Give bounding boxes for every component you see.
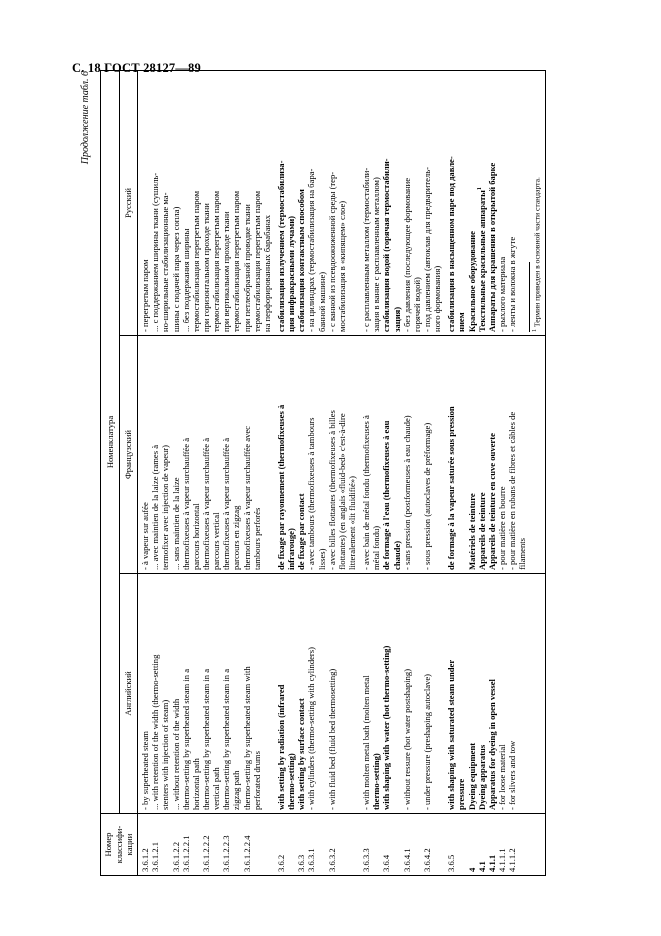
table-row bbox=[444, 71, 545, 876]
cell-line: - под давлением (автоклав для предваритель- bbox=[422, 167, 432, 332]
cell-line: de fixage par rayonnement (thermofixeuses à bbox=[276, 404, 287, 570]
cell-line: 4.1.1.2 bbox=[507, 848, 518, 872]
cell-line: 3.6.1.2.2.2 bbox=[201, 835, 212, 872]
cell-line: vertical path bbox=[211, 767, 222, 810]
cell-line: 4.1 bbox=[476, 861, 487, 872]
cell-line: de formage à l'eau (thermofixeuses à eau bbox=[381, 420, 392, 570]
cell-line: with shaping with water (hot thermo-setting) bbox=[381, 645, 392, 810]
cell-line: 3.6.1.2.2.4 bbox=[241, 835, 252, 872]
french-cell bbox=[138, 336, 274, 574]
cell-line: Matériels de teinture bbox=[466, 493, 477, 570]
number-cell bbox=[274, 814, 359, 876]
cell-line: 3.6.2 bbox=[276, 854, 287, 872]
cell-line: ... with retention of the width (thermo-setting bbox=[150, 654, 161, 810]
cell-line: Dyeing apparatus bbox=[476, 744, 487, 810]
cell-line: - перегретым паром bbox=[140, 259, 151, 332]
cell-line: - pour matière en rubans de fibres et câbles de bbox=[507, 411, 518, 570]
cell-line: стабилизация излучением (термостабилиза- bbox=[276, 160, 287, 332]
cell-line: 3.6.1.2.1 bbox=[150, 841, 161, 872]
cell-line: при горизонтальном проходе ткани bbox=[201, 203, 212, 332]
cell-line: - на цилиндрах (термостабилизация на бара- bbox=[306, 168, 317, 332]
cell-line bbox=[211, 817, 221, 872]
cell-line: parcours horizontal bbox=[190, 503, 201, 570]
cell-line: - без давления (последующее формование bbox=[401, 177, 412, 332]
cell-line bbox=[231, 817, 241, 872]
footnote-separator bbox=[529, 262, 530, 332]
footnote-text: Термин приведен в основной части стандарта. bbox=[532, 177, 542, 329]
cell-line: thermofixeuses à vapeur surchauffée à bbox=[221, 437, 232, 570]
cell-line: горячей водой) bbox=[411, 277, 422, 332]
cell-line bbox=[191, 817, 201, 872]
cell-line: - with cylinders (thermo-setting with cylinders) bbox=[306, 646, 317, 810]
number-cell bbox=[359, 814, 444, 876]
cell-line: - avec tambours (thermofixeuses à tambours bbox=[306, 417, 317, 570]
french-cell bbox=[274, 336, 359, 574]
cell-line: ... avec maintien de la laize (rames à bbox=[150, 444, 161, 570]
cell-line: зация в ванне с расплавленным металлом) bbox=[371, 177, 382, 332]
cell-line: - avec bain de métal fondu (thermofixeuses à bbox=[361, 415, 372, 570]
cell-line: нием bbox=[456, 312, 467, 332]
cell-line: filaments bbox=[517, 538, 528, 570]
cell-line: - ленты и волокна в жгуте bbox=[507, 236, 518, 332]
cell-line: - sans pression (postformeuses à eau chaude) bbox=[401, 415, 412, 570]
cell-line: - рыхлого материала bbox=[496, 256, 507, 332]
english-cell bbox=[138, 574, 274, 814]
cell-line: 3.6.3.2 bbox=[326, 848, 337, 872]
cell-line: - с ванной из псевдоожиженной среды (тер- bbox=[326, 171, 337, 332]
cell-line: lisses) bbox=[316, 548, 327, 570]
header-classification-number: Номер классификации bbox=[101, 814, 138, 876]
cell-line: мостабилизация в «кипящем» слое) bbox=[336, 200, 347, 332]
header-russian: Русский bbox=[119, 71, 138, 336]
cell-line: Аппараты для крашения в открытой барке bbox=[486, 162, 497, 332]
cell-line: with setting by surface contact bbox=[296, 698, 307, 810]
cell-line: 3.6.5 bbox=[446, 854, 457, 872]
cell-line: 3.6.1.2.2.1 bbox=[180, 835, 191, 872]
cell-line: 4 bbox=[466, 867, 477, 872]
cell-line: parcours en zigzag bbox=[231, 505, 242, 570]
cell-line: зация) bbox=[391, 306, 402, 332]
cell-line: horizontal path bbox=[190, 758, 201, 810]
header-nomenclature: Номенклатура bbox=[101, 71, 120, 814]
cell-line: 3.6.4.2 bbox=[422, 848, 432, 872]
cell-line: термостабилизация перегретым паром bbox=[211, 190, 222, 332]
cell-line: flottantes) (en anglais «fluid-bed» c'est-à-dire bbox=[336, 413, 347, 570]
cell-line: Dyeing equipment bbox=[466, 742, 477, 810]
cell-line: Текстильные красильные аппараты$^1$ bbox=[476, 187, 487, 332]
table-row bbox=[138, 71, 274, 876]
cell-line: parcours vertical bbox=[211, 512, 222, 570]
page-header: С. 18 ГОСТ 28127—89 bbox=[72, 61, 201, 75]
cell-line: thermofixeuses à vapeur surchauffée à bbox=[180, 437, 191, 570]
cell-line: termofixer avec injection de vapeur) bbox=[160, 444, 171, 570]
cell-line: 3.6.3 bbox=[296, 854, 307, 872]
table-row bbox=[359, 71, 444, 876]
cell-line: Appareils de teinture bbox=[476, 492, 487, 570]
cell-line: Красильное оборудование bbox=[466, 231, 477, 332]
cell-line: шины с подачей пара через сопла) bbox=[170, 206, 181, 332]
cell-line: métal fondu) bbox=[371, 525, 382, 570]
cell-line: - с расплавленным металлом (термостабили- bbox=[361, 167, 372, 332]
english-cell bbox=[359, 574, 444, 814]
cell-line: infrarouge) bbox=[286, 528, 297, 570]
cell-line: при петлеобразной проводке ткани bbox=[241, 204, 252, 332]
russian-cell bbox=[274, 71, 359, 336]
cell-line: 3.6.1.2.2.3 bbox=[221, 835, 232, 872]
header-french: Французский bbox=[119, 336, 138, 574]
cell-line: ного формования) bbox=[432, 265, 443, 332]
cell-line: de fixage par contact bbox=[296, 493, 307, 570]
cell-line: - under pressure (preshaping autoclave) bbox=[422, 673, 432, 810]
cell-line bbox=[412, 577, 422, 810]
cell-line: - for loose material bbox=[496, 744, 507, 810]
cell-line bbox=[412, 339, 422, 570]
cell-line: perforated drums bbox=[251, 751, 262, 810]
russian-cell bbox=[359, 71, 444, 336]
cell-line: ция инфракрасными лучами) bbox=[286, 215, 297, 332]
cell-line bbox=[392, 817, 402, 872]
cell-line: Apparatus for dyeing in open vessel bbox=[486, 679, 497, 810]
cell-line bbox=[286, 817, 296, 872]
cell-line bbox=[412, 817, 422, 872]
english-cell bbox=[444, 574, 545, 814]
cell-line bbox=[371, 817, 381, 872]
footnote-reference: 1 bbox=[476, 187, 483, 191]
english-cell bbox=[274, 574, 359, 814]
cell-line: - pour matière en bourre bbox=[496, 486, 507, 570]
cell-line: 4.1.1 bbox=[486, 854, 497, 872]
cell-line: thermo-setting by superheated steam in a bbox=[201, 668, 212, 810]
cell-line: Appareils de teinture en cuve ouverte bbox=[486, 433, 497, 570]
cell-line: ... с поддержанием ширины ткани (сушиль- bbox=[150, 172, 161, 332]
cell-line: de formage à la vapeur saturée sous pression bbox=[446, 406, 457, 570]
cell-line: ... sans maintien de la laize bbox=[170, 477, 181, 570]
cell-line: на перфорированных барабанах bbox=[261, 215, 272, 332]
cell-line: - sous pression (autoclaves de préformage) bbox=[422, 422, 432, 570]
cell-line: - without ressure (hot water postshaping) bbox=[401, 668, 412, 810]
cell-line: при вертикальном проходе ткани bbox=[221, 211, 232, 332]
cell-line: thermo-setting by superheated steam with bbox=[241, 666, 252, 810]
cell-line: ... without retention of the width bbox=[170, 698, 181, 810]
cell-line: - avec billes flottantes (thermofixeuses à billes bbox=[326, 410, 337, 570]
russian-cell bbox=[138, 71, 274, 336]
cell-line: - by superheated steam bbox=[140, 731, 151, 810]
cell-line: термостабилизация перегретым паром bbox=[231, 190, 242, 332]
footnote bbox=[532, 74, 542, 332]
cell-line: - with molten metal bath (molten metal bbox=[361, 675, 372, 810]
cell-line: thermo-setting by superheated steam in a bbox=[221, 668, 232, 810]
cell-line bbox=[317, 817, 327, 872]
cell-line: 3.6.1.2 bbox=[140, 848, 151, 872]
header-english: Английский bbox=[119, 574, 138, 814]
cell-line: litteralement «lit fluidifié») bbox=[347, 475, 358, 570]
cell-line: стабилизация водой (горячая термостабили- bbox=[381, 158, 392, 332]
cell-line: 3.6.4 bbox=[381, 854, 392, 872]
cell-line: with setting by radiation (infrared bbox=[276, 684, 287, 810]
footnote-mark: 1 bbox=[532, 329, 539, 332]
cell-line bbox=[456, 339, 466, 570]
cell-line: 3.6.3.3 bbox=[361, 848, 372, 872]
cell-line: стабилизация в насыщенном паре под давле- bbox=[446, 156, 457, 332]
cell-line: 3.6.1.2.2 bbox=[170, 841, 181, 872]
number-cell bbox=[138, 814, 274, 876]
cell-line: - for slivers and tow bbox=[507, 740, 518, 810]
russian-cell bbox=[444, 71, 545, 336]
rotated-table-area bbox=[80, 71, 618, 876]
cell-line: thermo-setting) bbox=[286, 753, 297, 810]
cell-line: термостабилизация перегретым паром bbox=[190, 190, 201, 332]
continuation-label: Продолжение табл. 6 bbox=[80, 71, 91, 165]
cell-line: 3.6.3.1 bbox=[306, 848, 317, 872]
cell-line: - with fluid bed (fluid bed thermosetting) bbox=[326, 668, 337, 810]
cell-line: stenters with injection of steam) bbox=[160, 699, 171, 810]
cell-line bbox=[456, 817, 466, 872]
cell-line: thermofixeuses à vapeur surchauffée à bbox=[201, 437, 212, 570]
cell-line: zigzag path bbox=[231, 770, 242, 810]
cell-line: ... без поддержания ширины bbox=[180, 228, 191, 332]
cell-line bbox=[317, 577, 327, 810]
cell-line: 4.1.1.1 bbox=[496, 848, 507, 872]
cell-line: chaude) bbox=[391, 540, 402, 570]
cell-line: термостабилизация перегретым паром bbox=[251, 190, 262, 332]
number-cell bbox=[444, 814, 545, 876]
cell-line: банной машине) bbox=[316, 271, 327, 332]
cell-line: tambours perforés bbox=[251, 507, 262, 570]
cell-line: with shaping with saturated steam under bbox=[446, 659, 457, 810]
nomenclature-table bbox=[100, 70, 546, 876]
french-cell bbox=[444, 336, 545, 574]
cell-line bbox=[160, 817, 170, 872]
cell-line: thermo-setting by superheated steam in a bbox=[180, 668, 191, 810]
french-cell bbox=[359, 336, 444, 574]
table-row bbox=[274, 71, 359, 876]
cell-line: стабилизация контактным способом bbox=[296, 189, 307, 332]
cell-line: thermo-setting) bbox=[371, 753, 382, 810]
cell-line bbox=[392, 577, 402, 810]
cell-line: thermofixeuses à vapeur surchauffée avec bbox=[241, 426, 252, 570]
cell-line: но-ширильные стабилизационные ма- bbox=[160, 192, 171, 332]
cell-line: 3.6.4.1 bbox=[401, 848, 412, 872]
cell-line: pressure bbox=[456, 778, 467, 810]
cell-line: - à vapeur sur aufée bbox=[140, 502, 151, 570]
